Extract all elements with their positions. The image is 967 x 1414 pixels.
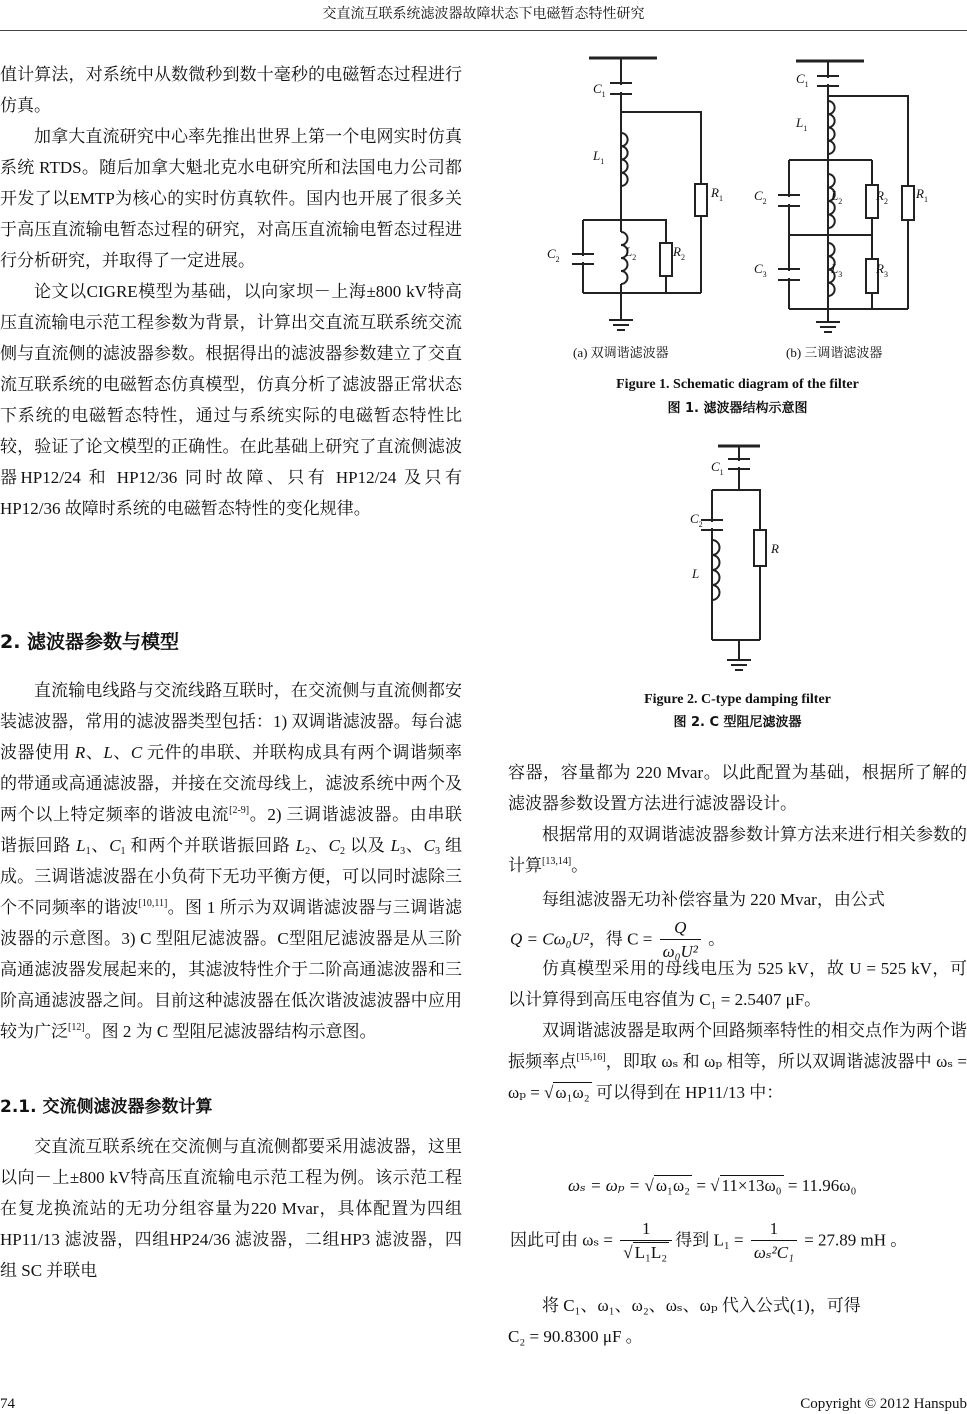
- copyright: Copyright © 2012 Hanspub: [800, 1396, 967, 1412]
- citation: [12]: [68, 1022, 85, 1033]
- figure1-caption-cn: 图 1. 滤波器结构示意图: [667, 401, 808, 416]
- paragraph: 双调谐滤波器是取两个回路频率特性的相交点作为两个谐振频率点[15,16]，即取 ωₛ 和 ωₚ 相等，所以双调谐滤波器中 ωₛ = ωₚ = √ ω₁ω₂ 可以得到在 HP11/13 中：: [508, 1021, 967, 1102]
- left-column-body: [0, 675, 462, 1047]
- figure1b-subcaption: (b) 三调谐滤波器: [786, 345, 883, 360]
- paragraph: 直流输电线路与交流线路互联时，在交流侧与直流侧都安装滤波器，常用的滤波器类型包括：1) 双调谐滤波器。每台滤波器使用 R、L、C 元件的串联、并联构成具有两个调谐频率的带通或高通滤波器，并接在交流母线上，滤波系统中两个及两个以上特定频率的谐波电流[2-9]。2) 三调谐滤波器。由串联谐振回路 $L_1$、$C_1$ 和两个并联谐振回路 $L_2$、$C_2$ 以及 $L_3$、$C_3$ 组成。三调谐滤波器在小负荷下无功平衡方便，可以同时滤除三个不同频率的谐波[10,11]。图 1 所示为双调谐滤波器与三调谐滤波器的示意图。3) C 型阻尼滤波器。C型阻尼滤波器是从三阶高通滤波器发展起来的，其滤波特性介于二阶高通滤波器和三阶高通滤波器之间。目前这种滤波器在低次谐波滤波器中应用较为广泛[12]。图 2 为 C 型阻尼滤波器结构示意图。: [0, 681, 463, 1041]
- capacitor-gap: [609, 85, 633, 92]
- citation: [2-9]: [229, 805, 250, 816]
- capacitor-gap: [777, 271, 801, 278]
- page-number: 74: [0, 1396, 15, 1412]
- right-column-end: [508, 1290, 967, 1352]
- paragraph: 论文以CIGRE模型为基础，以向家坝－上海±800 kV特高压直流输电示范工程参数为背景，计算出交直流互联系统交流侧与直流侧的滤波器参数。根据得出的滤波器参数建立了交直流互联系统的电磁暂态仿真模型，仿真分析了滤波器正常状态下系统的电磁暂态特性，通过与系统实际的电磁暂态特性比较，验证了论文模型的正确性。在此基础上研究了直流侧滤波器HP12/24 和 HP12/36 同时故障、只有 HP12/24 及只有HP12/36 故障时系统的电磁暂态特性的变化规律。: [0, 282, 462, 518]
- equation-c2: C₂ = 90.8300 μF 。: [508, 1327, 643, 1346]
- component-label: $C_2$: [547, 246, 560, 264]
- component-label: $C_2$: [690, 511, 703, 529]
- paragraph: 加拿大直流研究中心率先推出世界上第一个电网实时仿真系统 RTDS。随后加拿大魁北克水电研究所和法国电力公司都开发了以EMTP为核心的实时仿真软件。国内也开展了很多关于高压直流输电暂态过程的研究，对高压直流输电暂态过程进行分析研究，并取得了一定进展。: [0, 127, 462, 270]
- resistor: [660, 243, 672, 276]
- figure2-caption-cn: 图 2. C 型阻尼滤波器: [673, 715, 802, 730]
- figure1-caption-en: Figure 1. Schematic diagram of the filter: [616, 377, 859, 392]
- component-label: $L_3$: [831, 261, 843, 279]
- component-label: $R_2$: [876, 188, 888, 206]
- paragraph: 交直流互联系统在交流侧与直流侧都要采用滤波器，这里以向－上±800 kV特高压直流输电示范工程为例。该示范工程在复龙换流站的无功分组容量为220 Mvar，具体配置为四组 HP11/13 滤波器，四组HP24/36 滤波器，二组HP3 滤波器，四组 SC 并联电: [0, 1137, 462, 1280]
- resistor: [695, 184, 707, 216]
- component-label: $L_2$: [625, 244, 637, 262]
- component-label: $L_1$: [796, 115, 808, 133]
- figure2-caption-en: Figure 2. C-type damping filter: [644, 692, 831, 707]
- component-label: $C_1$: [711, 459, 724, 477]
- running-header: 交直流互联系统滤波器故障状态下电磁暂态特性研究: [322, 7, 645, 22]
- paragraph: 容器，容量都为 220 Mvar。以此配置为基础，根据所了解的滤波器参数设置方法进行滤波器设计。: [508, 763, 967, 813]
- paragraph: 每组滤波器无功补偿容量为 220 Mvar，由公式: [542, 890, 885, 909]
- component-label: $R_1$: [916, 186, 928, 204]
- component-label: $C_1$: [796, 71, 809, 89]
- citation: [10,11]: [138, 898, 168, 909]
- equation-capacitance: Q = Cω₀U²，得 C = $\frac{Q}{\text{ω₀U²}}$ 。: [510, 918, 726, 961]
- inductor-coil: [712, 540, 720, 600]
- component-label: $L_1$: [593, 148, 605, 166]
- capacitor-gap: [700, 522, 724, 528]
- paragraph: 根据常用的双调谐滤波器参数计算方法来进行相关参数的计算[13,14]。: [508, 825, 967, 875]
- paragraph: 值计算法，对系统中从数微秒到数十毫秒的电磁暂态过程进行仿真。: [0, 65, 462, 115]
- right-column-mid: [508, 953, 967, 1108]
- section-heading: 2. 滤波器参数与模型: [0, 631, 180, 653]
- component-label: $C_3$: [754, 261, 767, 279]
- component-label: $C_1$: [593, 81, 606, 99]
- equation-inductance: 因此可由 ωₛ = $\frac{1}{\text{√ L₁L₂}}$ 得到 L₁ = $\frac{1}{\text{ωₛ²C₁}}$ = 27.89 mH 。: [510, 1219, 908, 1262]
- left-column-sub: [0, 1131, 462, 1286]
- capacitor-gap: [816, 78, 840, 84]
- paragraph: 仿真模型采用的母线电压为 525 kV，故 U = 525 kV，可以计算得到高压电容值为 C₁ = 2.5407 μF。: [508, 959, 967, 1009]
- component-label: R: [771, 541, 779, 556]
- right-column-top: [508, 757, 967, 915]
- component-label: $L_2$: [831, 188, 843, 206]
- citation: [13,14]: [542, 856, 572, 867]
- capacitor-gap: [727, 461, 751, 467]
- figure1a-subcaption: (a) 双调谐滤波器: [573, 345, 669, 360]
- component-label: $R_2$: [673, 244, 685, 262]
- equation-resonance: ωₛ = ωₚ = √ ω₁ω₂ = √ 11×13ω₀ = 11.96ω₀: [568, 1176, 857, 1195]
- citation: [15,16]: [576, 1052, 606, 1063]
- resistor: [754, 530, 766, 566]
- component-label: L: [692, 566, 700, 581]
- paragraph: 将 C₁、ω₁、ω₂、ωₛ、ωₚ 代入公式(1)，可得: [542, 1296, 861, 1315]
- resistor: [902, 186, 914, 220]
- subsection-heading: 2.1. 交流侧滤波器参数计算: [0, 1097, 213, 1117]
- capacitor-gap: [777, 197, 801, 204]
- component-label: $R_3$: [876, 261, 888, 279]
- component-label: $R_1$: [711, 185, 723, 203]
- capacitor-gap: [571, 256, 595, 262]
- component-label: $C_2$: [754, 188, 767, 206]
